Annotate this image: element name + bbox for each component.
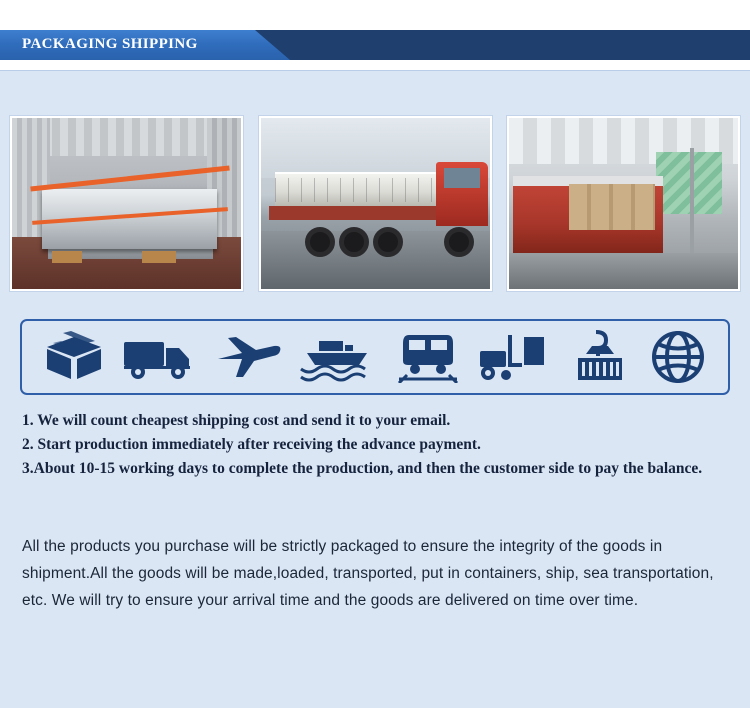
- ship-icon: [299, 331, 377, 383]
- packaging-description-paragraph: All the products you purchase will be strictly packaged to ensure the integrity of the goods in shipment.All the goods will be made,loaded, transported, put in containers, ship, sea transportation, etc. We will try to ensure your arrival time and the goods are delivered on time over time.: [22, 538, 714, 609]
- page-header: [0, 0, 750, 70]
- photo-steel-sheets-in-container: [10, 116, 243, 291]
- wheel: [339, 227, 369, 257]
- content-panel: [0, 70, 750, 708]
- cab-window: [444, 168, 480, 188]
- wheel: [373, 227, 403, 257]
- wood-block-right: [142, 251, 176, 263]
- truck-icon: [122, 332, 198, 382]
- forklift-icon: [478, 331, 550, 383]
- cargo-strap-top: [30, 166, 229, 192]
- wood-block-left: [52, 251, 82, 263]
- container-hook-icon: [568, 330, 632, 384]
- page-title: PACKAGING SHIPPING: [22, 36, 198, 52]
- shipping-methods-icon-strip: [20, 319, 730, 395]
- photo-row: [10, 116, 740, 291]
- shipping-terms-list: [22, 409, 728, 481]
- wheel: [444, 227, 474, 257]
- shipping-term-2: 2. Start production immediately after receiving the advance payment.: [22, 436, 481, 453]
- wheel: [305, 227, 335, 257]
- cartons: [569, 184, 655, 230]
- warehouse-pole: [690, 148, 694, 268]
- train-icon: [395, 331, 461, 383]
- airplane-icon: [216, 332, 282, 382]
- carton-box-icon: [43, 331, 105, 383]
- photo-flatbed-truck-load: [259, 116, 492, 291]
- globe-icon: [649, 329, 707, 385]
- warehouse-equipment: [656, 152, 722, 214]
- warehouse-floor: [509, 253, 738, 289]
- shipping-term-3: 3.About 10-15 working days to complete the production, and then the customer side to pay the balance.: [22, 460, 703, 477]
- photo-warehouse-truck-loading: [507, 116, 740, 291]
- shipping-term-1: 1. We will count cheapest shipping cost and send it to your email.: [22, 412, 451, 429]
